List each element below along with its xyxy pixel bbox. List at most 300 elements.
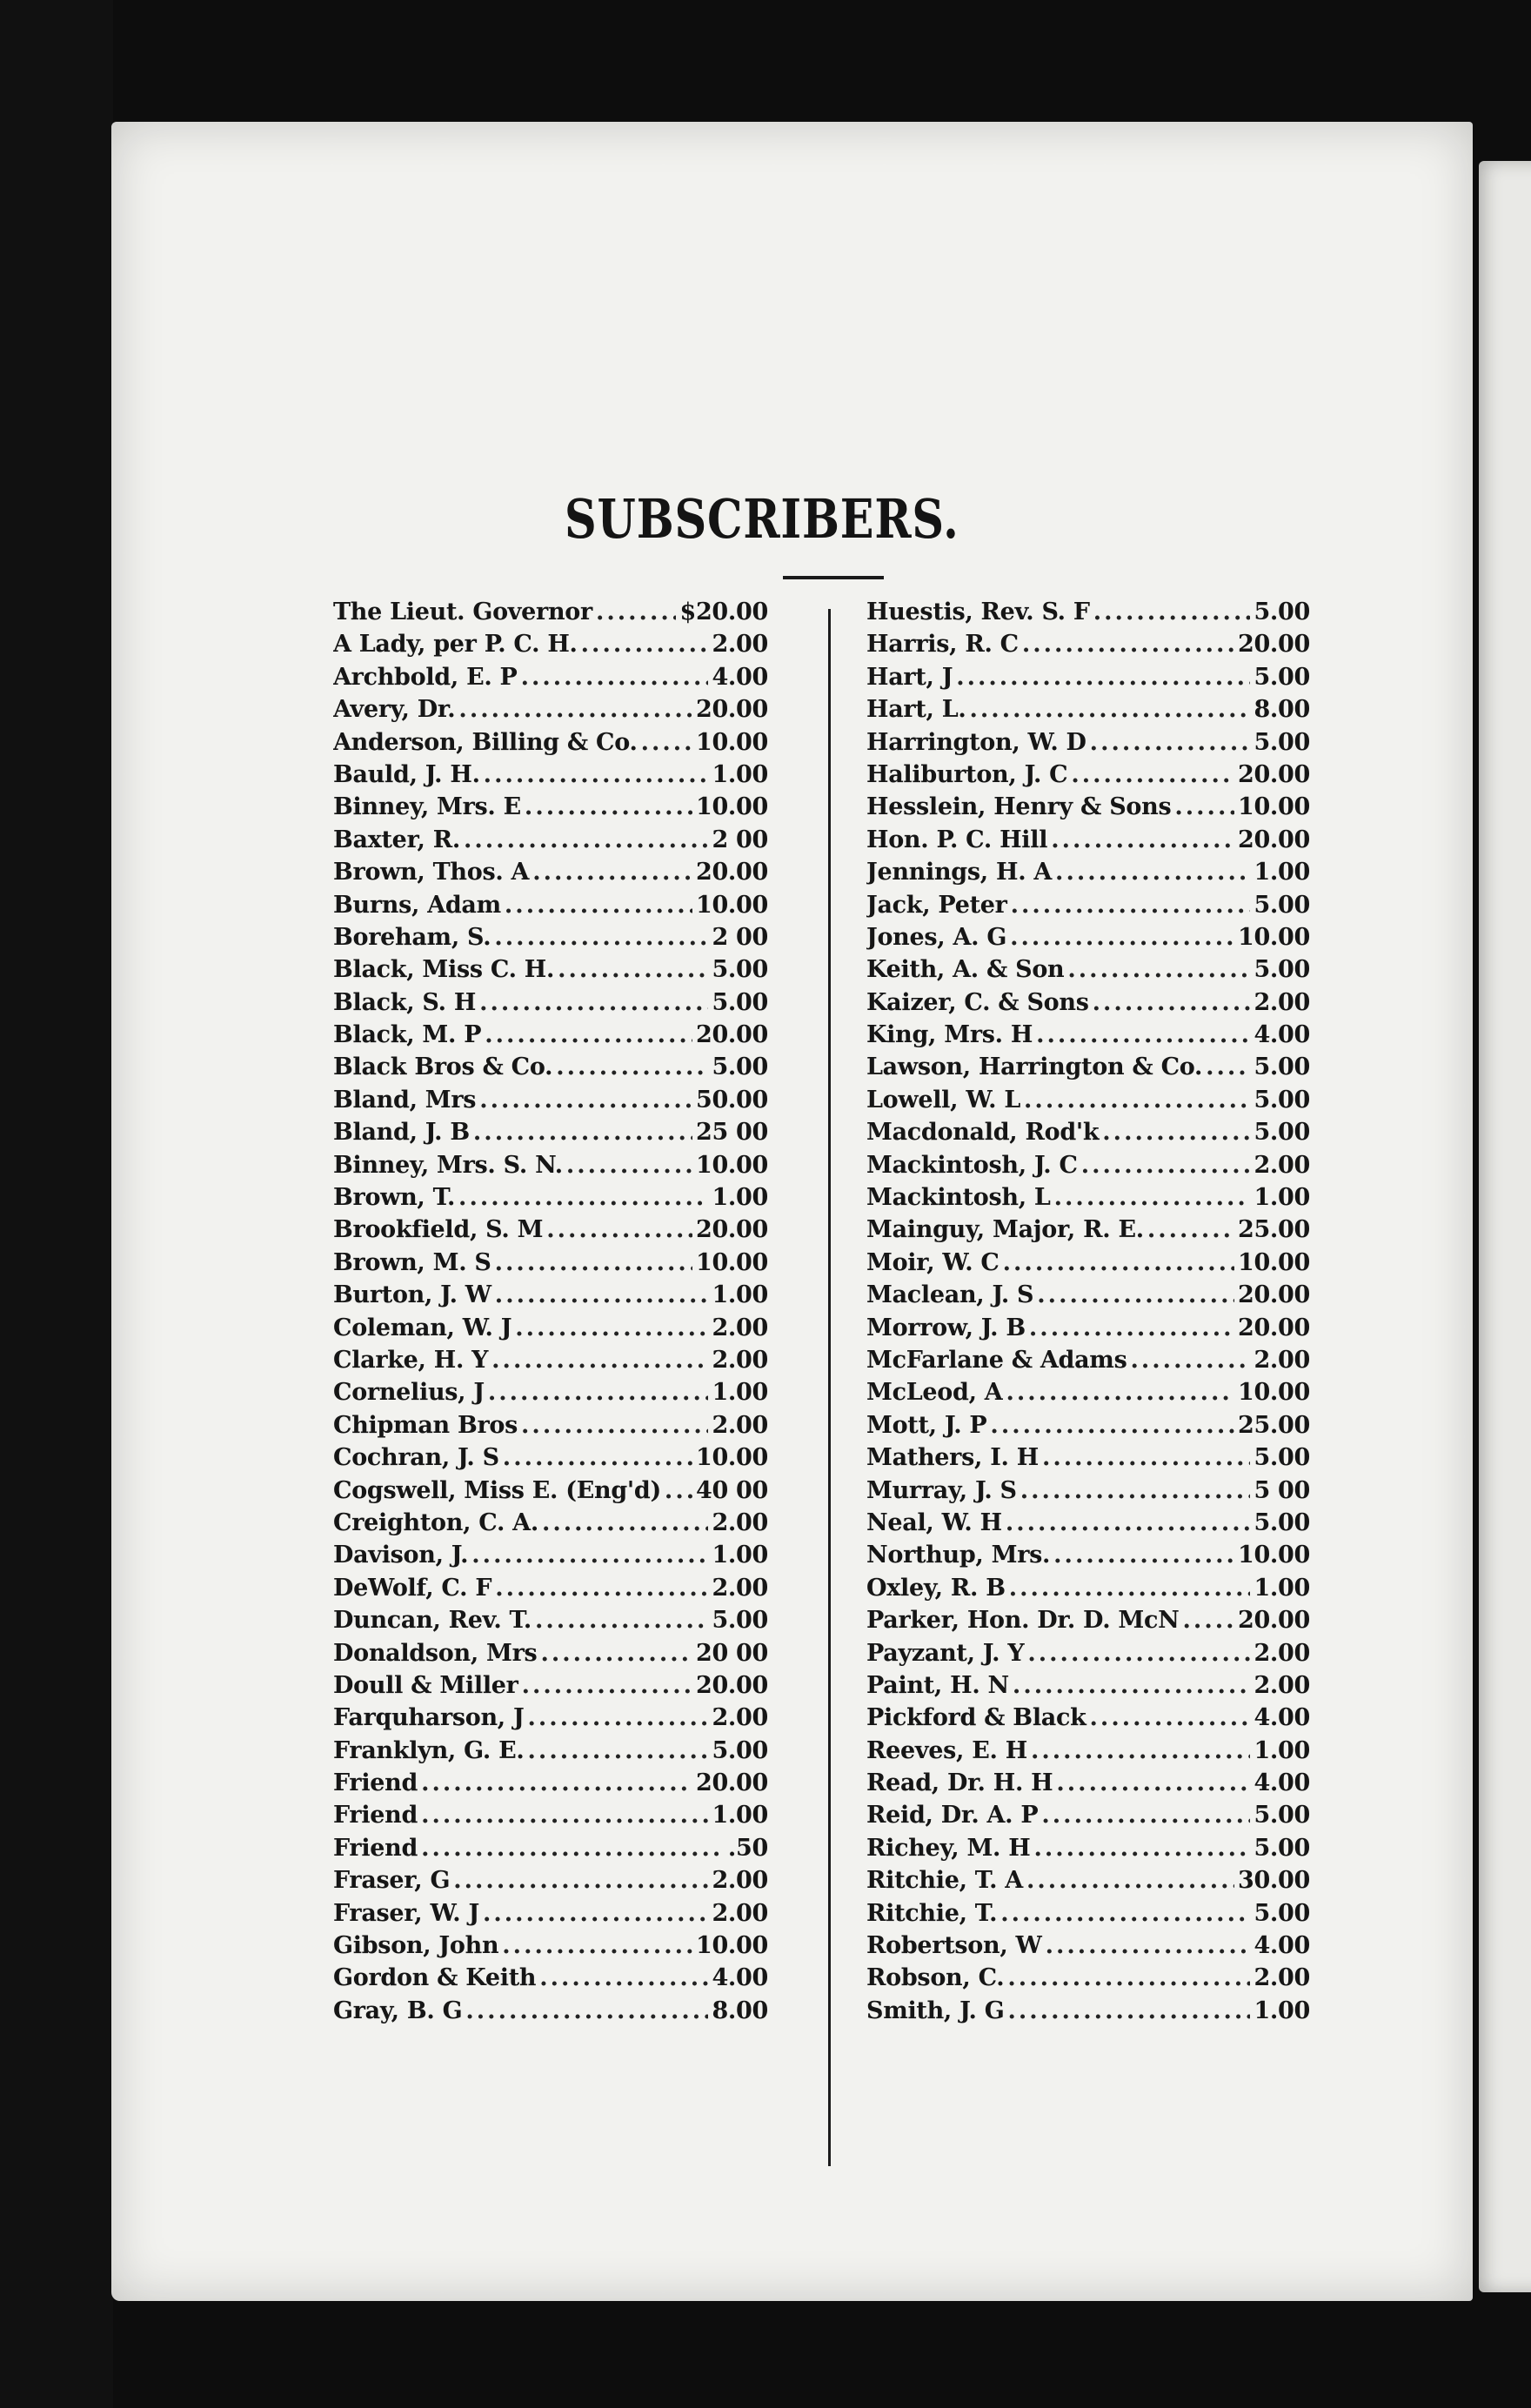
subscriber-entry [866,1216,1310,1248]
subscriber-name: Burns, Adam [333,891,501,919]
subscription-amount: 2.00 [712,1704,768,1732]
subscriber-entry [866,793,1310,826]
subscription-amount: 10.00 [1237,1248,1310,1276]
subscriber-entry [333,729,768,761]
subscriber-entry [866,664,1310,696]
subscription-amount: 8.00 [712,1997,768,2024]
leader-dots [458,696,692,723]
subscriber-entry [333,631,768,663]
subscription-amount: 1.00 [712,1184,768,1212]
leader-dots [596,599,677,625]
leader-dots [1071,761,1234,788]
subscriber-entry [333,1964,768,1997]
subscription-amount: 10.00 [1237,923,1310,951]
subscriber-name: Reid, Dr. A. P [866,1802,1039,1829]
subscriber-entry [866,1249,1310,1281]
leader-dots [484,761,709,788]
subscriber-name: Cornelius, J [333,1379,485,1407]
leader-dots [521,664,709,691]
subscription-amount: 2.00 [1254,1639,1310,1667]
subscriber-name: Hon. P. C. Hill [866,826,1048,853]
subscription-amount: 5.00 [1254,1802,1310,1829]
subscriber-entry [333,1021,768,1054]
subscriber-entry [333,1314,768,1347]
subscription-amount: 8.00 [1254,696,1310,724]
title-underline [783,576,884,579]
leader-dots [1056,1769,1250,1796]
subscriber-name: Paint, H. N [866,1671,1009,1699]
subscription-amount: 10.00 [695,793,768,821]
subscriber-name: Hart, L. [866,696,966,724]
leader-dots [1130,1347,1250,1374]
subscription-amount: 1.00 [712,1281,768,1309]
subscriber-name: Huestis, Rev. S. F [866,599,1090,625]
subscriber-entry [866,1054,1310,1086]
subscriber-entry [866,1997,1310,2030]
leader-dots [990,1412,1234,1439]
subscriber-entry [333,1672,768,1704]
subscription-amount: 10.00 [1237,1542,1310,1569]
subscriber-entry [866,1119,1310,1151]
subscriber-name: Cogswell, Miss E. (Eng'd) [333,1476,661,1504]
leader-dots [494,924,708,951]
subscriber-name: Payzant, J. Y [866,1639,1025,1667]
subscription-amount: 20.00 [1237,826,1310,853]
leader-dots [488,1379,709,1406]
leader-dots [495,1281,709,1308]
subscriber-name: Black, M. P [333,1021,482,1049]
subscriber-name: DeWolf, C. F [333,1574,492,1602]
subscriber-entry [333,1704,768,1736]
subscriber-entry [333,859,768,891]
subscriber-name: Coleman, W. J [333,1314,512,1341]
subscriber-name: Doull & Miller [333,1671,518,1699]
subscriber-name: Pickford & Black [866,1704,1086,1732]
leader-dots [1046,1932,1251,1959]
leader-dots [495,1575,708,1602]
subscription-amount: 5 00 [1254,1476,1310,1504]
subscriber-list-right [866,599,1310,2030]
subscriber-entry [866,761,1310,793]
subscriber-name: A Lady, per P. C. H. [333,631,578,659]
subscriber-entry [333,1054,768,1086]
subscription-amount: 1.00 [1254,1574,1310,1602]
subscription-amount: 2.00 [712,1411,768,1439]
subscriber-name: Bauld, J. H. [333,760,480,788]
leader-dots [1067,956,1250,983]
subscription-amount: 2.00 [712,1867,768,1895]
subscriber-name: Archbold, E. P [333,663,518,691]
subscriber-entry [866,924,1310,956]
subscriber-entry [333,1932,768,1964]
subscription-amount: 10.00 [695,1151,768,1179]
leader-dots [491,1347,708,1374]
subscription-amount: 4.00 [712,1964,768,1992]
leader-dots [479,989,708,1016]
subscription-amount: 50.00 [695,1086,768,1114]
subscriber-entry [866,1444,1310,1476]
subscription-amount: 30.00 [1237,1867,1310,1895]
subscription-amount: 40 00 [695,1476,768,1504]
subscriber-name: Maclean, J. S [866,1281,1034,1309]
subscription-amount: 5.00 [712,988,768,1016]
column-divider [828,609,831,2166]
subscriber-name: Bland, J. B [333,1119,470,1147]
subscription-amount: 20.00 [1237,1607,1310,1635]
subscriber-name: Ritchie, T. [866,1899,998,1927]
subscriber-name: Binney, Mrs. E [333,793,521,821]
subscription-amount: 25.00 [1237,1411,1310,1439]
subscriber-entry [333,793,768,826]
subscription-amount: 20.00 [1237,760,1310,788]
subscription-amount: 10.00 [695,1248,768,1276]
subscription-amount: 4.00 [1254,1769,1310,1797]
subscription-amount: 5.00 [1254,599,1310,625]
subscriber-name: Read, Dr. H. H [866,1769,1053,1797]
subscriber-name: Ritchie, T. A [866,1867,1023,1895]
subscriber-name: Murray, J. S [866,1476,1017,1504]
subscriber-entry [866,956,1310,988]
subscription-amount: 20.00 [1237,1281,1310,1309]
subscription-amount: 2.00 [712,1574,768,1602]
leader-dots [1041,1802,1250,1829]
subscription-amount: 1.00 [712,1542,768,1569]
leader-dots [515,1314,708,1341]
subscriber-entry [333,1477,768,1509]
subscriber-name: Bland, Mrs [333,1086,477,1114]
leader-dots [503,1444,692,1471]
leader-dots [1020,1477,1251,1504]
leader-dots [421,1835,725,1862]
subscriber-entry [333,1509,768,1542]
subscription-amount: 2 00 [712,923,768,951]
subscriber-entry [333,1769,768,1802]
leader-dots [1053,1542,1234,1569]
subscriber-name: Harrington, W. D [866,728,1086,756]
subscriber-name: Burton, J. W [333,1281,491,1309]
leader-dots [421,1802,708,1829]
subscription-amount: 2.00 [1254,1671,1310,1699]
leader-dots [421,1769,692,1796]
subscription-amount: 5.00 [1254,1054,1310,1081]
subscriber-name: Gray, B. G [333,1997,463,2024]
subscriber-name: Black, Miss C. H. [333,956,555,984]
subscriber-name: Gibson, John [333,1932,499,1960]
subscriber-name: Jennings, H. A [866,859,1053,886]
subscriber-entry [333,1607,768,1639]
subscriber-entry [866,1379,1310,1411]
subscription-amount: $20.00 [679,599,768,625]
subscriber-name: Jones, A. G [866,923,1007,951]
subscriber-name: Friend [333,1834,418,1862]
subscriber-name: Fraser, W. J [333,1899,479,1927]
subscription-amount: 5.00 [1254,1119,1310,1147]
subscriber-entry [333,1087,768,1119]
subscriber-entry [866,1769,1310,1802]
subscriber-entry [866,1672,1310,1704]
leader-dots [535,1607,708,1634]
subscriber-entry [333,1867,768,1899]
subscriber-name: Mainguy, Major, R. E. [866,1216,1144,1244]
subscriber-entry [333,1900,768,1932]
subscription-amount: 20.00 [695,1769,768,1797]
subscriber-name: Mott, J. P [866,1411,987,1439]
subscription-amount: 25.00 [1237,1216,1310,1244]
subscription-amount: 2.00 [1254,1964,1310,1992]
leader-dots [1006,1379,1234,1406]
subscriber-entry [866,1281,1310,1314]
subscription-amount: 5.00 [1254,1899,1310,1927]
subscriber-entry [866,1607,1310,1639]
subscriber-name: Avery, Dr. [333,696,456,724]
subscriber-name: Farquharson, J [333,1704,525,1732]
subscription-amount: 2.00 [712,1346,768,1374]
subscriber-entry [866,892,1310,924]
leader-dots [1007,1997,1250,2024]
subscriber-name: Davison, J. [333,1542,469,1569]
subscriber-entry [866,1021,1310,1054]
subscriber-name: The Lieut. Governor [333,599,592,625]
leader-dots [956,664,1250,691]
subscriber-entry [333,1379,768,1411]
subscription-amount: 1.00 [1254,1736,1310,1764]
leader-dots [581,631,709,658]
subscriber-name: Jack, Peter [866,891,1007,919]
subscriber-entry [333,989,768,1021]
leader-dots [1031,1737,1250,1764]
subscriber-entry [333,1737,768,1769]
leader-dots [1003,1249,1234,1276]
subscriber-entry [333,826,768,859]
subscriber-name: Lawson, Harrington & Co. [866,1054,1203,1081]
leader-dots [1013,1672,1251,1699]
subscriber-entry [866,1835,1310,1867]
leader-dots [473,1119,692,1146]
subscriber-name: Binney, Mrs. S. N. [333,1151,563,1179]
subscription-amount: 5.00 [1254,956,1310,984]
subscriber-entry [333,1119,768,1151]
subscription-amount: 5.00 [712,1607,768,1635]
subscription-amount: 5.00 [712,956,768,984]
subscriber-entry [333,664,768,696]
leader-dots [485,1021,692,1048]
leader-dots [542,1509,709,1536]
leader-dots [1054,1184,1251,1211]
subscription-amount: 2 00 [712,826,768,853]
subscriber-name: Brown, T. [333,1184,456,1212]
subscriber-name: Harris, R. C [866,631,1019,659]
subscriber-name: Robertson, W [866,1932,1042,1960]
subscription-amount: 2.00 [712,631,768,659]
leader-dots [479,1087,692,1114]
leader-dots [1081,1152,1251,1179]
subscriber-name: Cochran, J. S [333,1444,499,1472]
subscription-amount: 20.00 [1237,631,1310,659]
subscriber-entry [866,631,1310,663]
document-page [111,122,1473,2301]
subscriber-entry [333,1216,768,1248]
subscriber-name: Mackintosh, L [866,1184,1051,1212]
leader-dots [1183,1607,1234,1634]
leader-dots [528,1704,709,1731]
subscription-amount: 20.00 [1237,1314,1310,1341]
leader-dots [1027,1640,1250,1667]
leader-dots [521,1412,708,1439]
leader-dots [522,1672,692,1699]
leader-dots [464,826,708,853]
subscriber-name: Smith, J. G [866,1997,1005,2024]
leader-dots [641,729,692,756]
subscriber-entry [866,1640,1310,1672]
subscriber-name: Creighton, C. A. [333,1508,538,1536]
subscriber-entry [333,1184,768,1216]
subscription-amount: 10.00 [1237,793,1310,821]
subscriber-entry [333,1575,768,1607]
leader-dots [1033,1835,1250,1862]
subscription-amount: 4.00 [1254,1021,1310,1049]
subscriber-name: Haliburton, J. C [866,760,1068,788]
subscriber-name: Clarke, H. Y [333,1346,489,1374]
subscriber-name: Keith, A. & Son [866,956,1065,984]
subscriber-entry [866,696,1310,728]
leader-dots [525,793,692,820]
subscriber-name: Macdonald, Rod'k [866,1119,1100,1147]
subscriber-entry [333,1997,768,2030]
subscriber-entry [866,1575,1310,1607]
subscriber-name: Morrow, J. B [866,1314,1026,1341]
subscription-amount: .50 [727,1834,768,1862]
subscriber-name: McLeod, A [866,1379,1003,1407]
subscriber-name: Donaldson, Mrs [333,1639,538,1667]
subscription-amount: 5.00 [1254,1444,1310,1472]
subscriber-name: Neal, W. H [866,1508,1002,1536]
subscription-amount: 20 00 [695,1639,768,1667]
subscriber-name: Richey, M. H [866,1834,1031,1862]
subscriber-entry [866,1802,1310,1834]
subscription-amount: 1.00 [712,760,768,788]
subscriber-entry [866,1087,1310,1119]
subscriber-entry [866,859,1310,891]
subscriber-name: King, Mrs. H [866,1021,1033,1049]
leader-dots [1026,1867,1234,1894]
leader-dots [495,1249,692,1276]
subscriber-name: Robson, C. [866,1964,1005,1992]
subscriber-entry [866,1964,1310,1997]
subscriber-entry [866,1932,1310,1964]
subscription-amount: 10.00 [695,728,768,756]
leader-dots [1007,1964,1250,1991]
leader-dots [1006,1509,1251,1536]
leader-dots [1009,1575,1251,1602]
subscriber-entry [333,1542,768,1574]
leader-dots [540,1640,692,1667]
subscriber-name: Friend [333,1802,418,1829]
subscription-amount: 1.00 [1254,1184,1310,1212]
subscription-amount: 25 00 [695,1119,768,1147]
subscription-amount: 1.00 [712,1802,768,1829]
subscriber-name: Parker, Hon. Dr. D. McN [866,1607,1180,1635]
leader-dots [528,1737,709,1764]
leader-dots [1011,892,1251,919]
subscriber-name: Moir, W. C [866,1248,999,1276]
leader-dots [556,1054,708,1080]
leader-dots [546,1216,692,1243]
subscriber-name: Lowell, W. L [866,1086,1021,1114]
subscriber-entry [866,599,1310,631]
leader-dots [539,1964,708,1991]
leader-dots [1206,1054,1250,1080]
subscriber-entry [866,1412,1310,1444]
subscriber-entry [333,892,768,924]
subscriber-entry [333,924,768,956]
leader-dots [1174,793,1234,820]
subscription-amount: 5.00 [1254,1086,1310,1114]
subscriber-entry [866,1184,1310,1216]
scan-background-left [0,0,113,2408]
leader-dots [465,1997,708,2024]
subscription-amount: 5.00 [712,1054,768,1081]
subscription-amount: 1.00 [712,1379,768,1407]
leader-dots [970,696,1251,723]
subscription-amount: 2.00 [1254,1346,1310,1374]
subscriber-name: Franklyn, G. E. [333,1736,525,1764]
subscriber-entry [333,599,768,631]
subscription-amount: 2.00 [712,1899,768,1927]
subscriber-name: Kaizer, C. & Sons [866,988,1089,1016]
subscriber-name: Brown, Thos. A [333,859,530,886]
subscriber-name: Gordon & Keith [333,1964,537,1992]
subscription-amount: 1.00 [1254,1997,1310,2024]
subscription-amount: 4.00 [1254,1932,1310,1960]
subscriber-entry [333,1152,768,1184]
leader-dots [471,1542,708,1569]
subscription-amount: 5.00 [1254,891,1310,919]
subscription-amount: 2.00 [1254,1151,1310,1179]
subscriber-name: Oxley, R. B [866,1574,1006,1602]
leader-dots [505,892,692,919]
subscriber-list-left [333,599,768,2030]
leader-dots [502,1932,692,1959]
subscription-amount: 10.00 [695,1444,768,1472]
subscriber-entry [333,1835,768,1867]
leader-dots [1055,859,1250,886]
subscriber-entry [333,1347,768,1379]
subscriber-entry [333,1444,768,1476]
subscriber-entry [866,1867,1310,1899]
leader-dots [1024,1087,1250,1114]
subscriber-name: Northup, Mrs. [866,1542,1051,1569]
subscriber-name: Hart, J [866,663,953,691]
subscriber-name: McFarlane & Adams [866,1346,1127,1374]
subscriber-name: Anderson, Billing & Co. [333,728,638,756]
leader-dots [532,859,692,886]
subscriber-entry [866,1347,1310,1379]
subscriber-name: Reeves, E. H [866,1736,1027,1764]
leader-dots [1090,729,1251,756]
leader-dots [1036,1021,1250,1048]
leader-dots [1093,599,1251,625]
subscription-amount: 20.00 [695,696,768,724]
subscriber-entry [866,1704,1310,1736]
leader-dots [1037,1281,1234,1308]
subscriber-name: Brown, M. S [333,1248,491,1276]
leader-dots [1010,924,1234,951]
page-title: SUBSCRIBERS. [565,487,959,551]
subscriber-name: Duncan, Rev. T. [333,1607,532,1635]
subscription-amount: 20.00 [695,1216,768,1244]
subscriber-entry [333,1281,768,1314]
subscriber-entry [333,1412,768,1444]
